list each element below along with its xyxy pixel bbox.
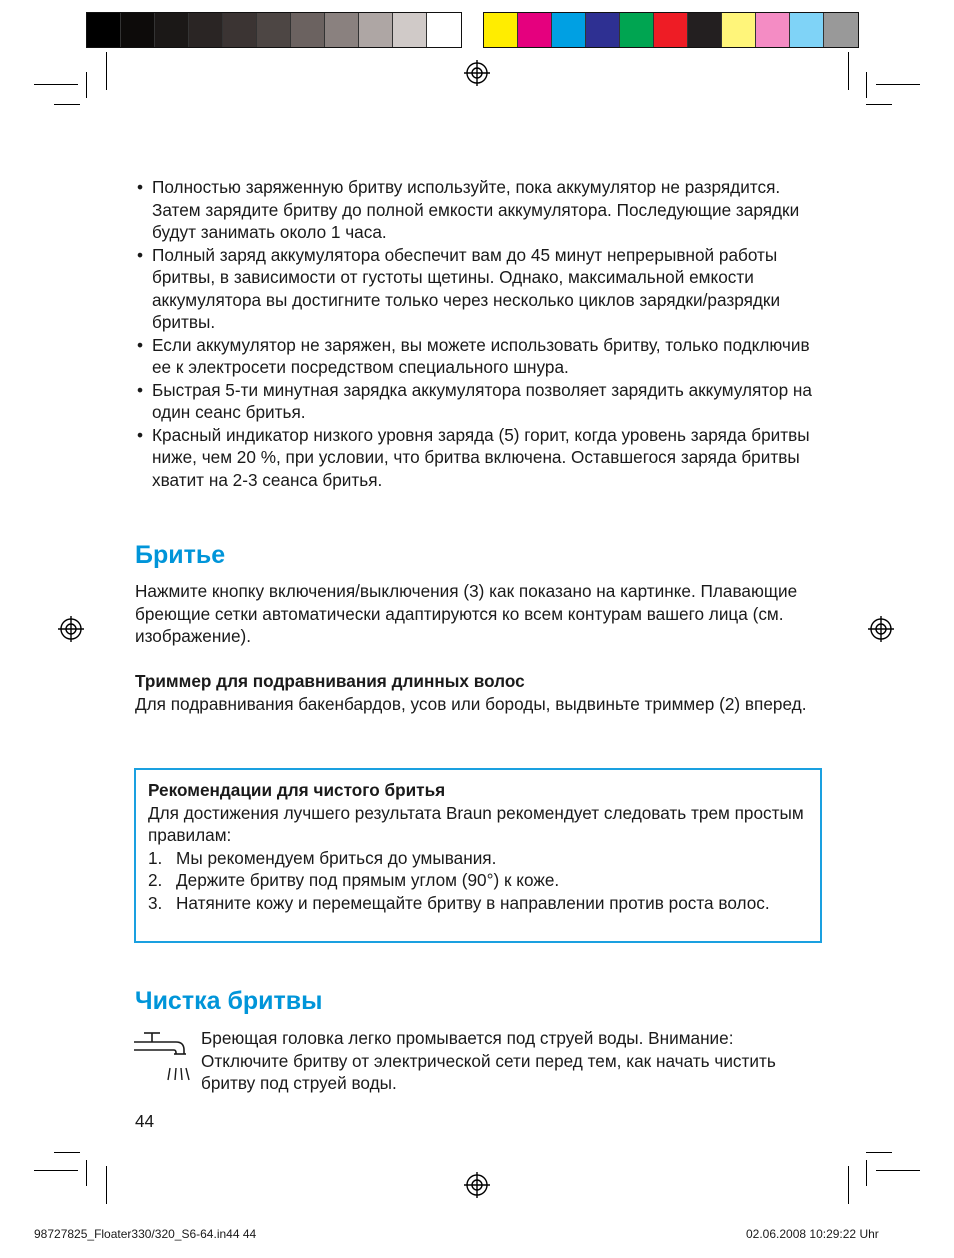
color-swatch [189,13,223,47]
color-swatch [121,13,155,47]
footer-timestamp: 02.06.2008 10:29:22 Uhr [746,1227,879,1241]
registration-mark-icon [58,616,84,642]
section-heading-cleaning: Чистка бритвы [135,987,323,1015]
crop-mark [34,84,78,85]
trimmer-block [135,670,825,715]
rule-text: Натяните кожу и перемещайте бритву в направлении против роста волос. [176,892,770,913]
rule-text: Держите бритву под прямым углом (90°) к коже. [176,870,560,890]
color-swatch [257,13,291,47]
color-swatch [620,13,654,47]
crop-mark [866,1152,892,1153]
shaving-body [135,580,825,648]
rule-item [148,847,808,870]
crop-mark [86,1160,87,1186]
rule-item [148,892,808,915]
section-heading-shaving: Бритье [135,541,226,569]
crop-mark [106,1166,107,1204]
color-swatch [586,13,620,47]
color-swatch [688,13,722,47]
color-swatch [654,13,688,47]
registration-mark-icon [464,1172,490,1198]
page-number: 44 [135,1111,155,1131]
shaving-section [135,540,825,570]
cleaning-section [135,986,825,1016]
water-tap-icon [132,1030,190,1084]
shaving-paragraph: Нажмите кнопку включения/выключения (3) как показано на картинке. Плавающие бреющие сетки автоматически адаптируются ко всем контурам вашего лица (см. изображение). [135,581,798,646]
color-calibration-bar [483,12,859,48]
registration-mark-icon [464,60,490,86]
color-swatch [756,13,790,47]
rule-number: 3. [148,892,163,913]
recommendations-intro: Для достижения лучшего результата Braun рекомендует следовать трем простым правилам: [148,802,804,845]
bullet-item: • Если аккумулятор не заряжен, вы можете использовать бритву, только подключив ее к электросети посредством специального шнура. [135,334,825,379]
crop-mark [866,1160,867,1186]
color-swatch [359,13,393,47]
crop-mark [86,72,87,98]
color-swatch [291,13,325,47]
color-swatch [552,13,586,47]
color-swatch [722,13,756,47]
color-swatch [223,13,257,47]
rule-item [148,869,808,892]
rule-number: 2. [148,870,163,890]
color-swatch [518,13,552,47]
bullet-item: • Красный индикатор низкого уровня заряда (5) горит, когда уровень заряда бритвы ниже, чем 20 %, при условии, что бритва включена. Оставшегося заряда бритвы хватит на 2-3 сеанса бритья. [135,424,825,492]
charging-notes [135,176,825,491]
color-swatch [325,13,359,47]
cleaning-body [201,1027,821,1095]
color-swatch [790,13,824,47]
color-swatch [484,13,518,47]
cleaning-text: Бреющая головка легко промывается под струей воды. Внимание: Отключите бритву от электрической сети перед тем, как начать чистить бритву под струей воды. [201,1028,776,1093]
crop-mark [876,1170,920,1171]
color-swatch [155,13,189,47]
color-swatch [393,13,427,47]
crop-mark [54,104,80,105]
rule-text: Мы рекомендуем бриться до умывания. [176,847,497,868]
color-swatch [824,13,858,47]
gray-calibration-bar [86,12,462,48]
recommendations-heading: Рекомендации для чистого бритья [148,780,446,800]
rule-number: 1. [148,847,163,868]
bullet-item: • Полный заряд аккумулятора обеспечит вам до 45 минут непрерывной работы бритвы, в зависимости от густоты щетины. Однако, максимальной емкости аккумулятора вы достигните только через несколько циклов зарядки/разрядки бритвы. [135,244,825,334]
registration-mark-icon [868,616,894,642]
bullet-item: • Быстрая 5-ти минутная зарядка аккумулятора позволяет зарядить аккумулятор на один сеанс бритья. [135,379,825,424]
crop-mark [848,1166,849,1204]
crop-mark [34,1170,78,1171]
footer-file-info: 98727825_Floater330/320_S6-64.in44 44 [34,1227,257,1241]
crop-mark [876,84,920,85]
bullet-item: • Полностью заряженную бритву используйте, пока аккумулятор не разрядится. Затем зарядите бритву до полной емкости аккумулятора. Последующие зарядки будут занимать около 1 часа. [135,176,825,244]
crop-mark [866,72,867,98]
trimmer-heading: Триммер для подравнивания длинных волос [135,671,525,691]
bullet-list [135,176,825,491]
crop-mark [866,104,892,105]
crop-mark [54,1152,80,1153]
recommendations-box [134,768,822,943]
crop-mark [848,52,849,90]
color-swatch [427,13,461,47]
color-swatch [87,13,121,47]
crop-mark [106,52,107,90]
trimmer-text: Для подравнивания бакенбардов, усов или бороды, выдвиньте триммер (2) вперед. [135,693,807,714]
rules-list [148,847,808,915]
